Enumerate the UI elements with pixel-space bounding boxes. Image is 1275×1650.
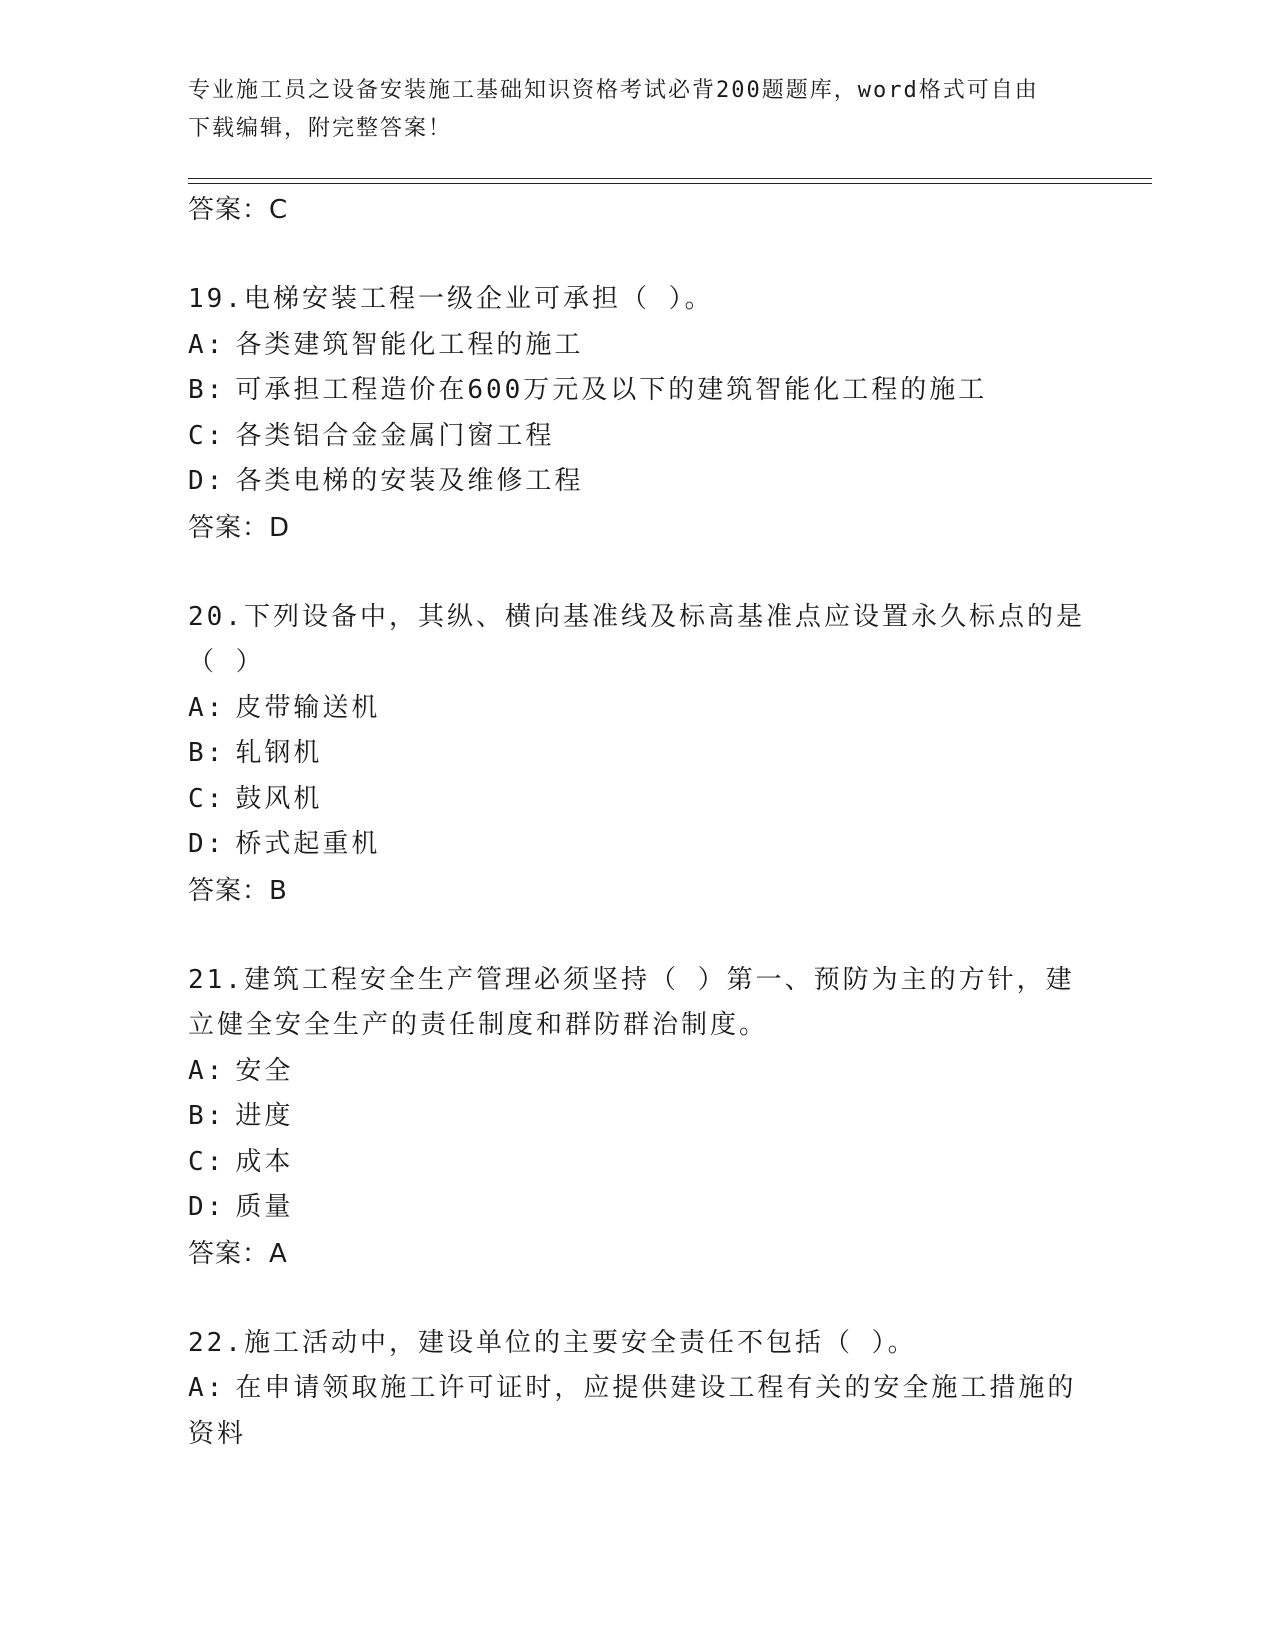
option-text: 在申请领取施工许可证时，应提供建设工程有关的安全施工措施的 <box>235 1373 1077 1403</box>
option-text: 进度 <box>235 1101 294 1131</box>
question-block <box>188 595 1088 914</box>
question-text-continued: （ ） <box>188 647 265 677</box>
question-list <box>188 187 1088 1457</box>
option-key: D: <box>188 466 226 496</box>
question-text: 20.下列设备中，其纵、横向基准线及标高基准点应设置永久标点的是 <box>188 601 1085 632</box>
header-line-2: 下载编辑，附完整答案！ <box>188 116 453 141</box>
option-key: B: <box>188 375 226 405</box>
option-key: B: <box>188 1101 226 1131</box>
question-text: 22.施工活动中，建设单位的主要安全责任不包括（ ）。 <box>188 1327 917 1358</box>
option-key: A: <box>188 692 226 723</box>
option-text: 可承担工程造价在600万元及以下的建筑智能化工程的施工 <box>235 375 988 405</box>
option-b <box>188 1094 1088 1140</box>
question-text: 19.电梯安装工程一级企业可承担（ ）。 <box>188 284 714 314</box>
answer-line: 答案：A <box>188 1238 288 1269</box>
question-block <box>188 1321 1088 1458</box>
option-c <box>188 414 1088 460</box>
option-text: 安全 <box>235 1055 294 1086</box>
option-a-continued: 资料 <box>188 1418 247 1449</box>
answer-line: 答案：C <box>188 195 289 225</box>
option-text: 各类电梯的安装及维修工程 <box>235 466 584 496</box>
question-text-continued: 立健全安全生产的责任制度和群防群治制度。 <box>188 1010 769 1040</box>
option-c <box>188 1140 1088 1186</box>
option-a <box>188 686 1088 732</box>
option-text: 轧钢机 <box>235 738 323 768</box>
option-text: 桥式起重机 <box>235 829 381 859</box>
answer-line: 答案：D <box>188 512 291 543</box>
option-a <box>188 323 1088 369</box>
option-text: 各类建筑智能化工程的施工 <box>235 329 584 360</box>
option-d <box>188 459 1088 505</box>
option-text: 皮带输送机 <box>235 692 381 723</box>
answer-line: 答案：B <box>188 875 288 906</box>
option-text: 鼓风机 <box>235 783 323 814</box>
option-key: D: <box>188 829 226 859</box>
header-divider-bottom <box>188 183 1152 184</box>
option-key: A: <box>188 329 226 360</box>
question-block <box>188 958 1088 1277</box>
document-header <box>188 72 1088 148</box>
header-line-1: 专业施工员之设备安装施工基础知识资格考试必背200题题库，word格式可自由 <box>188 78 1039 103</box>
option-d <box>188 822 1088 868</box>
option-key: B: <box>188 738 226 768</box>
option-key: D: <box>188 1192 226 1222</box>
option-text: 成本 <box>235 1146 294 1177</box>
option-key: C: <box>188 1146 226 1177</box>
option-a <box>188 1049 1088 1095</box>
option-text: 质量 <box>235 1192 294 1222</box>
option-a <box>188 1366 1088 1412</box>
header-divider-top <box>188 178 1152 179</box>
question-block <box>188 277 1088 551</box>
option-b <box>188 731 1088 777</box>
option-key: C: <box>188 420 226 451</box>
question-text: 21.建筑工程安全生产管理必须坚持（ ）第一、预防为主的方针，建 <box>188 964 1075 995</box>
option-text: 各类铝合金金属门窗工程 <box>235 420 555 451</box>
option-key: C: <box>188 783 226 814</box>
option-d <box>188 1185 1088 1231</box>
option-b <box>188 368 1088 414</box>
option-key: A: <box>188 1055 226 1086</box>
option-key: A: <box>188 1373 226 1403</box>
option-c <box>188 777 1088 823</box>
